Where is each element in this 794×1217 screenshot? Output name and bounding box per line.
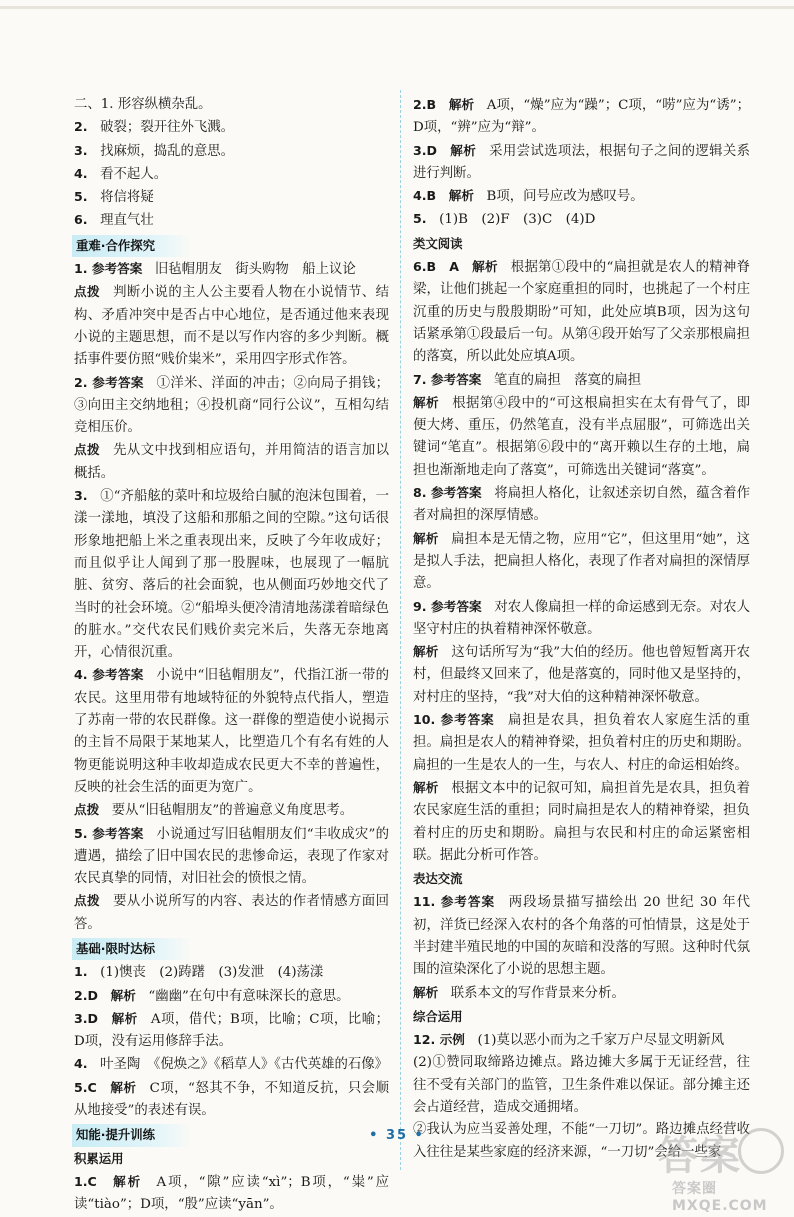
answer-item [74, 439, 389, 485]
answer-text: 笔直的扁担 落寞的扁担 [493, 372, 642, 388]
answer-item [74, 258, 389, 281]
answer-item [413, 709, 750, 777]
answer-label: 12. 示例 [413, 1032, 478, 1048]
answer-text: ②我认为应当妥善处理，不能“一刀切”。路边摊点经营收入往往是某些家庭的经济来源，“一刀切”会给一些家 [413, 1122, 750, 1160]
answer-text: 先从文中找到相应语句，并用简洁的语言加以概括。 [74, 443, 390, 481]
answer-text: 两段场景描写描绘出 20 世纪 30 年代初，洋货已经深入农村的各个角落的可怕情景，这是处于半封建半殖民地的中国的灰暗和没落的写照。这种时代氛围的渲染深化了小说的思想主题。 [413, 895, 750, 978]
answer-item [74, 94, 389, 116]
answer-item [74, 664, 389, 799]
answer-item [74, 1077, 389, 1123]
answer-text: 根据文本中的记叙可知，扁担首先是农具，担负着农民家庭生活的重担；同时扁担是农人的精神脊梁，担负着村庄的历史和期盼。扁担与农民和村庄的命运紧密相联。据此分析可作答。 [413, 780, 750, 863]
answer-text: 找麻烦，捣乱的意思。 [100, 143, 235, 159]
answer-label: 解析 [413, 394, 453, 410]
answer-label: 3.D 解析 [74, 1010, 151, 1026]
answer-label: 11. 参考答案 [413, 894, 509, 910]
section-heading: 重难·合作探究 [72, 235, 192, 257]
section-heading: 知能·提升训练 [72, 1124, 192, 1146]
answer-text: (1)懊丧 (2)踌躇 (3)发泄 (4)荡漾 [100, 965, 324, 981]
answer-label: 点拨 [74, 284, 114, 300]
answer-text: A项，借代；B项，比喻；C项，比喻；D项，没有运用修辞手法。 [74, 1011, 389, 1050]
answer-label: 解析 [413, 530, 452, 546]
answer-text: (2)①赞同取缔路边摊点。路边摊大多属于无证经营，往往不受有关部门的监管，卫生条件难以保证。部分摊主还会占道经营，造成交通拥堵。 [413, 1055, 750, 1116]
answer-label: 3. [74, 142, 101, 158]
answer-label: 2.D 解析 [74, 987, 149, 1003]
answer-item [74, 1171, 389, 1217]
answer-label: 3. [74, 488, 101, 504]
answer-label: 1.C 解析 [74, 1173, 157, 1189]
answer-text: 理直气壮 [100, 213, 154, 229]
answer-label: 点拨 [74, 802, 112, 818]
answer-item [413, 392, 750, 482]
answer-item [74, 823, 389, 891]
answer-text: C项，“怒其不争，不知道反抗，只会顺从地接受”的表述有误。 [74, 1080, 390, 1119]
answer-text: 根据第①段中的“扁担就是农人的精神脊梁，让他们挑起一个家庭重担的同时，也挑起了一个村庄沉重的历史与殷殷期盼”可知，此处应填B项，因为这句话紧承第①段最后一句。从第④段开始写了父亲那根扁担的落寞，所以此处应填A项。 [413, 260, 750, 365]
answer-label: 4. [74, 165, 101, 181]
answer-item [413, 777, 750, 867]
answer-item [74, 140, 389, 163]
answer-label: 2. [74, 119, 101, 135]
answer-text: 小说中“旧毡帽朋友”，代指江浙一带的农民。这里用带有地域特征的外貌特点代指人，塑造了苏南一带的农民群像。这一群像的塑造使小说揭示的主旨不局限于某地某人，比塑造几个有名有姓的人物更能说明这种丰收却造成农民更大不幸的普遍性，反映的社会生活的面更为宽广。 [74, 668, 389, 795]
answer-item [413, 369, 750, 392]
answer-text: 看不起人。 [100, 166, 168, 182]
answer-label: 1. 参考答案 [74, 261, 155, 277]
answer-item [413, 185, 750, 208]
answer-text: 联系本文的写作背景来分析。 [450, 985, 625, 1001]
answer-text: A项，“燥”应为“躁”；C项，“唠”应为“诱”；D项，“辨”应为“辩”。 [413, 98, 750, 136]
page-number: • 35 • [369, 1128, 425, 1143]
answer-text: 判断小说的主人公主要看人物在小说情节、结构、矛盾冲突中是否占中心地位，是否通过他来表现小说的主题思想，而不是以写作内容的多少判断。概括事件要仿照“贱价粜米”，采用四字形式作答。 [74, 285, 390, 368]
watermark-text: 答案圈 MXQE.COM [672, 1181, 768, 1214]
answer-text: 破裂；裂开往外飞溅。 [100, 120, 235, 136]
answer-text: 扁担是农具，担负着农人家庭生活的重担。扁担是农人的精神脊梁，担负着村庄的历史和期盼。扁担的一生是农人的一生，与农人、村庄的命运相始终。 [413, 713, 751, 773]
answer-text: 这句话所写为“我”大伯的经历。他也曾短暂离开农村，但最终又回来了，他是落寞的，同时他又是坚持的，对村庄的坚持，“我”对大伯的这种精神深怀敬意。 [413, 645, 751, 705]
answer-text: 采用尝试选项法，根据句子之间的逻辑关系进行判断。 [413, 143, 750, 181]
answer-text: A项，“隙”应读“xì”；B项，“粜”应读“tiào”；D项，“殷”应读“yān”。 [74, 1174, 389, 1213]
top-edge-strip [0, 6, 794, 9]
answer-text: 扁担本是无情之物，应用“它”，但这里用“她”，这是拟人手法，把扁担人格化，表现了作者对扁担的深情厚意。 [413, 531, 750, 592]
answer-item [74, 186, 389, 209]
answer-item [74, 985, 389, 1008]
answer-item [413, 1029, 750, 1052]
answer-item [74, 799, 389, 822]
subsection-heading: 积累运用 [74, 1150, 124, 1166]
answer-label: 2. 参考答案 [74, 374, 157, 390]
answer-text: 小说通过写旧毡帽朋友们“丰收成灾”的遭遇，描绘了旧中国农民的悲惨命运，表现了作家对农民真挚的同情，对旧社会的愤恨之情。 [74, 826, 389, 887]
answer-label: 5.C 解析 [74, 1079, 150, 1095]
answer-item [74, 890, 389, 936]
answer-label: 9. 参考答案 [413, 598, 495, 614]
answer-item [74, 961, 389, 984]
answer-text: 将扁担人格化，让叙述亲切自然，蕴含着作者对扁担的深厚情感。 [413, 486, 751, 524]
left-column [74, 94, 389, 1217]
answer-item [74, 209, 389, 232]
answer-label: 解析 [413, 984, 451, 1000]
answer-label: 解析 [413, 644, 452, 660]
answer-label: 5. 参考答案 [74, 825, 157, 841]
answer-text: “幽幽”在句中有意味深长的意思。 [148, 988, 350, 1004]
column-divider [400, 90, 401, 1170]
right-column [413, 94, 750, 1164]
answer-item [413, 641, 750, 709]
answer-item [413, 982, 750, 1005]
answer-item [413, 140, 750, 186]
answer-item [74, 281, 389, 371]
answer-item [413, 528, 750, 596]
subsection-heading: 综合运用 [413, 1008, 463, 1024]
answer-label: 4.B 解析 [413, 188, 487, 204]
answer-item [413, 94, 750, 140]
answer-label: 4. [74, 1056, 101, 1072]
answer-text: 二、1. 形容纵横杂乱。 [74, 97, 212, 112]
answer-label: 5. [413, 211, 440, 227]
answer-label: 7. 参考答案 [413, 371, 494, 387]
answer-text: (1)莫以恶小而为之千家万户尽显文明新风 [477, 1033, 725, 1049]
answer-item [413, 482, 750, 528]
answer-text: 根据第④段中的“可这根扁担实在太有骨气了，即便大烤、重压，仍然笔直，没有半点屈服”，可筛选出关键词“笔直”。根据第⑥段中的“离开赖以生存的土地，扁担也渐渐地走向了落寞”，可筛选出关键词“落寞”。 [413, 395, 750, 478]
answer-label: 1. [74, 964, 101, 980]
answer-text: B项，问号应改为感叹号。 [486, 189, 644, 205]
answer-label: 8. 参考答案 [413, 485, 495, 501]
answer-item [74, 485, 389, 664]
answer-text: ①洋米、洋面的冲击；②向局子捐钱；③向田主交纳地租；④投机商“同行公议”，互相勾结竞相压价。 [74, 375, 390, 436]
answer-item [74, 1053, 389, 1076]
answer-label: 2.B 解析 [413, 97, 487, 112]
answer-text: 旧毡帽朋友 街头购物 船上议论 [154, 262, 356, 278]
answer-text: (1)B (2)F (3)C (4)D [439, 212, 596, 228]
watermark-circle-icon [738, 1128, 784, 1174]
answer-text: 将信将疑 [100, 190, 154, 206]
answer-text: 要从“旧毡帽朋友”的普遍意义角度思考。 [111, 803, 354, 819]
answer-item [413, 208, 750, 231]
watermark-logo: 答案 [658, 1133, 742, 1179]
answer-label: 点拨 [74, 893, 114, 909]
subsection-heading: 类文阅读 [413, 235, 463, 251]
answer-item [74, 163, 389, 186]
answer-text: 要从小说所写的内容、表达的作者情感方面回答。 [74, 894, 390, 932]
answer-label: 解析 [413, 779, 452, 795]
subsection-heading: 表达交流 [413, 871, 463, 887]
answer-label: 3.D 解析 [413, 142, 490, 158]
answer-label: 4. 参考答案 [74, 667, 157, 683]
answer-item [74, 372, 389, 440]
answer-text: 叶圣陶 《倪焕之》《稻草人》《古代英雄的石像》 [100, 1057, 389, 1073]
answer-item [413, 256, 750, 368]
answer-item [74, 116, 389, 139]
answer-item [413, 1052, 750, 1119]
answer-text: 对农人像扁担一样的命运感到无奈。对农人坚守村庄的执着精神深怀敬意。 [413, 599, 751, 637]
answer-label: 5. [74, 189, 101, 205]
section-heading: 基础·限时达标 [72, 938, 192, 960]
answer-item [413, 596, 750, 642]
answer-item [413, 891, 750, 981]
answer-item [74, 1008, 389, 1054]
answer-label: 点拨 [74, 442, 114, 458]
answer-label: 6. [74, 212, 101, 228]
answer-label: 10. 参考答案 [413, 712, 509, 728]
answer-label: 6.B A 解析 [413, 259, 511, 275]
answer-text: ①“齐船舷的菜叶和垃圾给白腻的泡沫包围着，一漾一漾地，填没了这船和那船之间的空隙。”这句话很形象地把船上米之重表现出来，反映了今年收成好；而且似乎让人闻到了那一股腥味，也展现了一幅肮脏、贫穷、落后的社会面貌，也从侧面巧妙地交代了当时的社会环境。②“船埠头便冷清清地荡漾着暗绿色的脏水。”交代农民们贱价卖完米后，失落无奈地离开，心情很沉重。 [74, 489, 389, 661]
